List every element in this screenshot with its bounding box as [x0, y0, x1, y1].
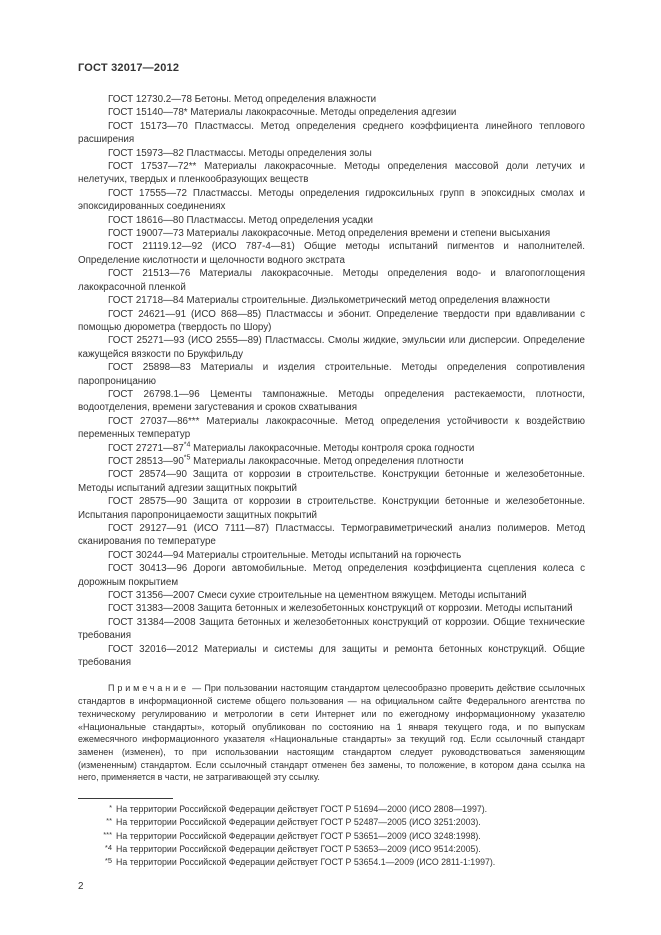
standard-entry: ГОСТ 17555—72 Пластмассы. Методы определения гидроксильных групп в эпоксидных смолах и эпоксидированных соединениях — [78, 187, 585, 213]
footnote-entry — [78, 830, 585, 843]
standard-code: ГОСТ 12730.2—78 — [108, 94, 192, 105]
standard-entry: ГОСТ 19007—73 Материалы лакокрасочные. Метод определения времени и степени высыхания — [108, 228, 551, 240]
standard-code: ГОСТ 32016—2012 — [108, 643, 199, 655]
standard-entry: ГОСТ 21718—84 Материалы строительные. Диэлькометрический метод определения влажности — [108, 295, 551, 307]
footnote-text: На территории Российской Федерации действует ГОСТ Р 51694—2000 (ИСО 2808—1997). — [116, 804, 488, 815]
footnote-entry — [78, 843, 585, 856]
note-paragraph — [78, 682, 585, 784]
footnote-marker: *5 — [183, 454, 191, 462]
standard-entry: ГОСТ 27271—87$^{*4}$ Материалы лакокрасочные. Методы контроля срока годности — [108, 441, 475, 454]
standard-entry: ГОСТ 28513—90$^{*5}$ Материалы лакокрасочные. Метод определения плотности — [108, 454, 464, 467]
standard-entry: ГОСТ 15173—70 Пластмассы. Метод определения среднего коэффициента линейного теплового расширения — [78, 120, 585, 146]
standard-entry: ГОСТ 27037—86*** Материалы лакокрасочные. Метод определения устойчивости к воздействию переменных температур — [78, 415, 585, 441]
footnotes-section — [78, 798, 585, 869]
note-text: — При пользовании настоящим стандартом целесообразно проверить действие ссылочных стандартов в информационной системе общего пользования — на официальном сайте Федерального агентства по техническому регулированию и метрологии в сети Интернет или по ежегодному информационному указателю «Национальные стандарты», который опубликован по состоянию на 1 января текущего года, и по выпускам ежемесячного информационного указателя «Национальные стандарты» за текущий год. Если ссылочный стандарт заменен (изменен), то при использовании настоящим стандартом следует руководствоваться заменяющим (измененным) стандартом. Если ссылочный стандарт отменен без замены, то положение, в котором дана ссылка на него, применяется в части, не затрагивающей эту ссылку. — [78, 683, 585, 783]
standards-list — [78, 93, 585, 669]
standard-entry: ГОСТ 31383—2008 Защита бетонных и железобетонных конструкций от коррозии. Методы испытаний — [108, 603, 573, 615]
footnote-text: На территории Российской Федерации действует ГОСТ Р 53653—2009 (ИСО 9514:2005). — [116, 843, 481, 854]
standard-code: ГОСТ 21119.12—92 (ИСО 787-4—81) — [108, 241, 295, 253]
standard-entry: ГОСТ 31356—2007 Смеси сухие строительные на цементном вяжущем. Методы испытаний — [108, 590, 527, 602]
standard-code: ГОСТ 30413—96 — [108, 563, 188, 575]
standard-entry: ГОСТ 21119.12—92 (ИСО 787-4—81) Общие методы испытаний пигментов и наполнителей. Определение кислотности и щелочности водного экстрата — [78, 241, 585, 266]
standard-code: ГОСТ 28513—90 — [108, 455, 184, 467]
standard-code: ГОСТ 21718—84 — [108, 295, 184, 307]
standard-entry: ГОСТ 24621—91 (ИСО 868—85) Пластмассы и эбонит. Определение твердости при вдавливании с помощью дюрометра (твердость по Шору) — [78, 308, 585, 333]
standard-entry: ГОСТ 25898—83 Материалы и изделия строительные. Методы определения сопротивления паропроницанию — [78, 362, 585, 387]
footnote-marker: *5 — [104, 856, 112, 866]
standard-entry: ГОСТ 25271—93 (ИСО 2555—89) Пластмассы. Смолы жидкие, эмульсии или дисперсии. Определение кажущейся вязкости по Брукфильду — [78, 335, 586, 360]
standard-code: ГОСТ 15140—78* — [108, 107, 188, 119]
standard-entry: ГОСТ 18616—80 Пластмассы. Метод определения усадки — [108, 214, 373, 226]
standard-code: ГОСТ 28574—90 — [108, 469, 187, 481]
footnote-entry — [78, 856, 585, 869]
standard-entry: ГОСТ 32016—2012 Материалы и системы для защиты и ремонта бетонных конструкций. Общие требования — [78, 643, 585, 669]
standard-code: ГОСТ 15973—82 — [108, 147, 184, 159]
standard-code: ГОСТ 24621—91 (ИСО 868—85) — [108, 308, 262, 320]
standard-entry: ГОСТ 30413—96 Дороги автомобильные. Метод определения коэффициента сцепления колеса с дорожным покрытием — [78, 563, 585, 588]
footnote-text: На территории Российской Федерации действует ГОСТ Р 52487—2005 (ИСО 3251:2003). — [116, 817, 481, 828]
page-number: 2 — [78, 880, 84, 892]
note-label: Примечание — [108, 683, 189, 694]
standard-entry: ГОСТ 15973—82 Пластмассы. Методы определения золы — [108, 147, 372, 159]
standard-code: ГОСТ 17537—72** — [108, 161, 197, 173]
standard-code: ГОСТ 18616—80 — [108, 214, 184, 226]
standard-entry: ГОСТ 29127—91 (ИСО 7111—87) Пластмассы. Термогравиметрический анализ полимеров. Метод сканирования по температуре — [78, 523, 585, 548]
standard-code: ГОСТ 26798.1—96 — [108, 388, 200, 400]
standard-code: ГОСТ 31383—2008 — [108, 603, 195, 615]
standard-code: ГОСТ 27037—86*** — [108, 415, 200, 427]
footnote-marker: *4 — [104, 842, 112, 852]
footnotes-list — [78, 803, 585, 869]
footnote-divider — [78, 798, 173, 799]
footnote-entry — [78, 803, 585, 816]
standard-entry: ГОСТ 30244—94 Материалы строительные. Методы испытаний на горючесть — [108, 549, 462, 561]
footnote-entry — [78, 816, 585, 829]
standard-entry: ГОСТ 26798.1—96 Цементы тампонажные. Методы определения растекаемости, плотности, водоотделения, времени загустевания и сроков схватывания — [78, 388, 585, 414]
standard-code: ГОСТ 17555—72 — [108, 187, 187, 199]
standard-entry: ГОСТ 28574—90 Защита от коррозии в строительстве. Конструкции бетонные и железобетонные. Методы испытаний адгезии защитных покрытий — [78, 469, 585, 494]
footnote-text: На территории Российской Федерации действует ГОСТ Р 53654.1—2009 (ИСО 2811-1:1997). — [116, 857, 496, 868]
standard-entry: ГОСТ 12730.2—78 Бетоны. Метод определения влажности — [108, 94, 377, 105]
standard-code: ГОСТ 30244—94 — [108, 549, 184, 561]
standard-code: ГОСТ 21513—76 — [108, 268, 191, 280]
footnote-marker: *** — [103, 829, 112, 839]
standard-code: ГОСТ 15173—70 — [108, 120, 188, 132]
page-title: ГОСТ 32017—2012 — [78, 62, 180, 74]
standard-entry: ГОСТ 28575—90 Защита от коррозии в строительстве. Конструкции бетонные и железобетонные. Испытания паропроницаемости защитных покрытий — [78, 496, 585, 521]
standard-entry: ГОСТ 31384—2008 Защита бетонных и железобетонных конструкций от коррозии. Общие технические требования — [78, 616, 585, 642]
footnote-text: На территории Российской Федерации действует ГОСТ Р 53651—2009 (ИСО 3248:1998). — [116, 830, 481, 841]
footnote-marker: * — [109, 803, 112, 813]
standard-code: ГОСТ 19007—73 — [108, 228, 184, 240]
footnote-marker: *4 — [183, 441, 191, 449]
standard-code: ГОСТ 31384—2008 — [108, 616, 196, 628]
standard-code: ГОСТ 27271—87 — [108, 442, 184, 454]
standard-entry: ГОСТ 15140—78* Материалы лакокрасочные. Методы определения адгезии — [108, 107, 457, 119]
standard-entry: ГОСТ 17537—72** Материалы лакокрасочные. Методы определения массовой доли летучих и нелетучих, твердых и пленкообразующих веществ — [78, 161, 585, 186]
standard-code: ГОСТ 25898—83 — [108, 362, 191, 374]
standard-code: ГОСТ 31356—2007 — [108, 590, 195, 602]
standard-code: ГОСТ 29127—91 (ИСО 7111—87) — [108, 523, 270, 534]
standard-entry: ГОСТ 21513—76 Материалы лакокрасочные. Методы определения водо- и влагопоглощения лакокрасочной пленкой — [78, 268, 585, 293]
footnote-marker: ** — [106, 816, 112, 826]
standard-code: ГОСТ 28575—90 — [108, 496, 187, 508]
standard-code: ГОСТ 25271—93 (ИСО 2555—89) — [108, 335, 262, 347]
